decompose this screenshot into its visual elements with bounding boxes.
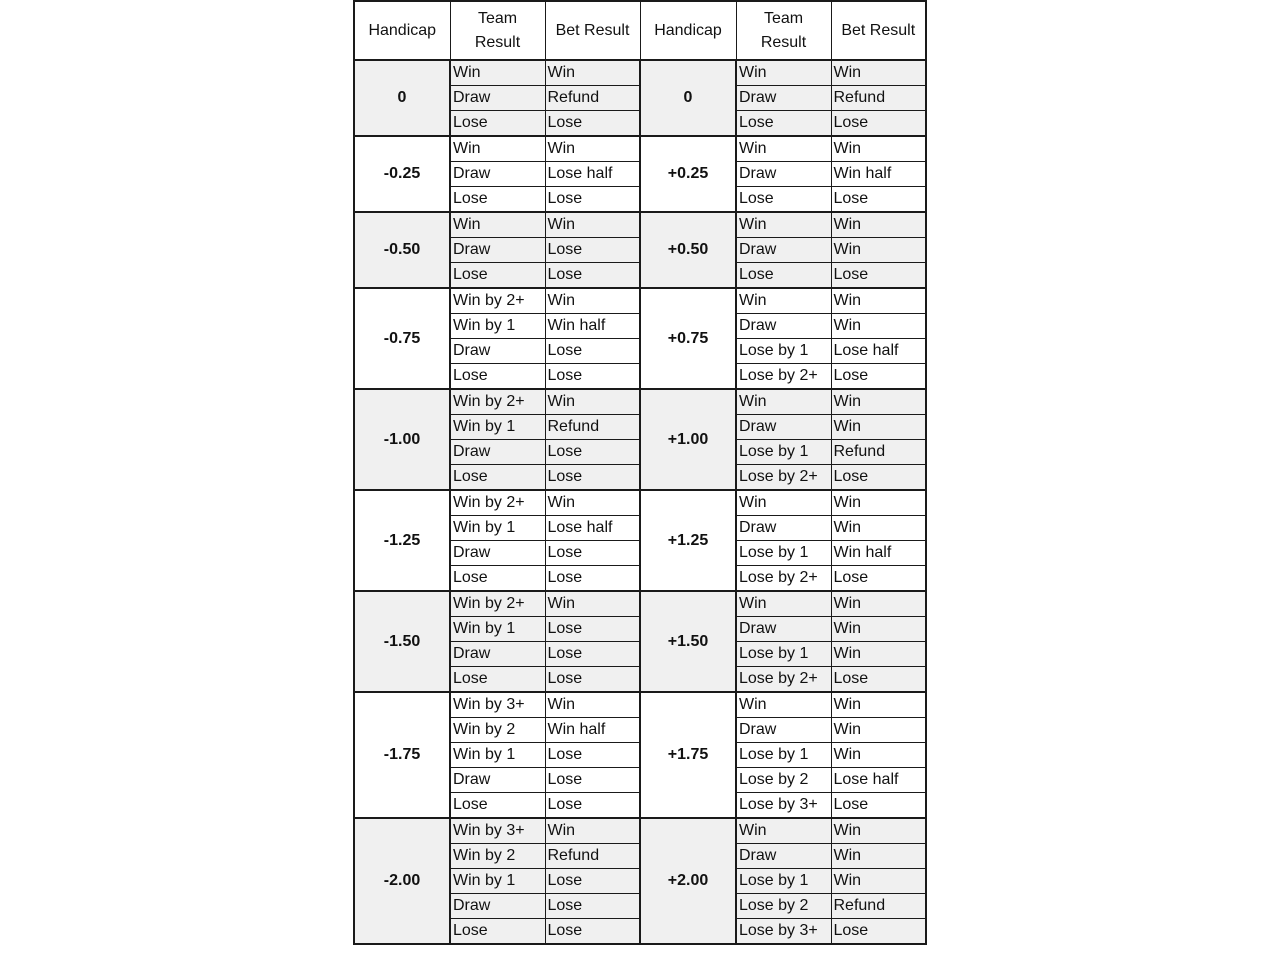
- team-result-cell: Draw: [450, 642, 545, 667]
- bet-result-cell: Lose: [545, 440, 640, 465]
- bet-result-cell: Win: [831, 60, 926, 86]
- team-result-cell: Win by 2: [450, 718, 545, 743]
- bet-result-cell: Lose: [831, 465, 926, 491]
- bet-result-cell: Win: [831, 718, 926, 743]
- bet-result-cell: Win: [831, 642, 926, 667]
- handicap-value-right: +2.00: [640, 818, 736, 944]
- table-header: [354, 1, 926, 60]
- team-result-cell: Lose: [450, 364, 545, 390]
- handicap-table-sheet: [353, 0, 927, 960]
- bet-result-cell: Lose: [545, 111, 640, 137]
- handicap-value-right: +1.75: [640, 692, 736, 818]
- bet-result-cell: Lose: [545, 339, 640, 364]
- bet-result-cell: Win: [545, 212, 640, 238]
- bet-result-cell: Win: [545, 490, 640, 516]
- team-result-cell: Win: [736, 692, 831, 718]
- handicap-value-right: +0.50: [640, 212, 736, 288]
- asian-handicap-table: [353, 0, 927, 945]
- bet-result-cell: Win half: [545, 718, 640, 743]
- team-result-cell: Lose: [450, 111, 545, 137]
- team-result-cell: Win by 2+: [450, 389, 545, 415]
- handicap-value-right: +0.75: [640, 288, 736, 389]
- bet-result-cell: Lose half: [545, 516, 640, 541]
- bet-result-cell: Lose: [545, 238, 640, 263]
- team-result-cell: Lose by 2+: [736, 667, 831, 693]
- team-result-cell: Lose by 1: [736, 541, 831, 566]
- bet-result-cell: Lose: [831, 364, 926, 390]
- bet-result-cell: Lose: [545, 541, 640, 566]
- bet-result-cell: Lose: [545, 919, 640, 945]
- table-row: [354, 692, 926, 718]
- bet-result-cell: Win: [831, 869, 926, 894]
- team-result-cell: Win: [736, 818, 831, 844]
- team-result-cell: Lose by 2+: [736, 566, 831, 592]
- bet-result-cell: Refund: [831, 894, 926, 919]
- team-result-cell: Draw: [450, 339, 545, 364]
- handicap-group: [354, 212, 926, 288]
- handicap-value-left: -1.50: [354, 591, 450, 692]
- bet-result-cell: Refund: [545, 415, 640, 440]
- team-result-cell: Win: [736, 212, 831, 238]
- bet-result-cell: Win: [831, 288, 926, 314]
- team-result-cell: Win: [450, 60, 545, 86]
- bet-result-cell: Lose: [545, 187, 640, 213]
- handicap-group: [354, 136, 926, 212]
- team-result-cell: Lose: [450, 566, 545, 592]
- header-team-result-right: Team Result: [736, 1, 831, 60]
- team-result-cell: Draw: [736, 314, 831, 339]
- bet-result-cell: Lose: [831, 919, 926, 945]
- team-result-cell: Win: [736, 490, 831, 516]
- bet-result-cell: Win: [545, 136, 640, 162]
- team-result-cell: Lose: [450, 667, 545, 693]
- bet-result-cell: Win: [545, 389, 640, 415]
- team-result-cell: Draw: [736, 162, 831, 187]
- header-handicap-right: Handicap: [640, 1, 736, 60]
- bet-result-cell: Refund: [545, 86, 640, 111]
- bet-result-cell: Lose: [545, 743, 640, 768]
- table-row: [354, 212, 926, 238]
- bet-result-cell: Win half: [831, 541, 926, 566]
- team-result-cell: Draw: [736, 86, 831, 111]
- table-row: [354, 818, 926, 844]
- team-result-cell: Draw: [450, 894, 545, 919]
- bet-result-cell: Win: [831, 238, 926, 263]
- team-result-cell: Win: [736, 288, 831, 314]
- bet-result-cell: Win half: [545, 314, 640, 339]
- header-bet-result-left: Bet Result: [545, 1, 640, 60]
- handicap-value-left: 0: [354, 60, 450, 136]
- bet-result-cell: Win: [831, 212, 926, 238]
- table-row: [354, 490, 926, 516]
- team-result-cell: Win by 1: [450, 743, 545, 768]
- team-result-cell: Win by 1: [450, 516, 545, 541]
- bet-result-cell: Win: [545, 818, 640, 844]
- team-result-cell: Win: [450, 136, 545, 162]
- bet-result-cell: Lose: [545, 894, 640, 919]
- team-result-cell: Draw: [736, 516, 831, 541]
- team-result-cell: Win by 2+: [450, 591, 545, 617]
- bet-result-cell: Lose: [831, 793, 926, 819]
- handicap-group: [354, 591, 926, 692]
- team-result-cell: Draw: [450, 238, 545, 263]
- team-result-cell: Lose by 1: [736, 339, 831, 364]
- table-row: [354, 591, 926, 617]
- team-result-cell: Draw: [736, 415, 831, 440]
- team-result-cell: Win: [736, 591, 831, 617]
- bet-result-cell: Win: [831, 692, 926, 718]
- bet-result-cell: Win: [831, 844, 926, 869]
- bet-result-cell: Lose: [545, 793, 640, 819]
- handicap-value-left: -2.00: [354, 818, 450, 944]
- bet-result-cell: Lose: [831, 263, 926, 289]
- team-result-cell: Draw: [450, 440, 545, 465]
- bet-result-cell: Win: [545, 60, 640, 86]
- bet-result-cell: Win: [545, 591, 640, 617]
- team-result-cell: Draw: [736, 844, 831, 869]
- bet-result-cell: Win: [831, 314, 926, 339]
- team-result-cell: Lose by 1: [736, 440, 831, 465]
- bet-result-cell: Win: [545, 692, 640, 718]
- bet-result-cell: Refund: [831, 86, 926, 111]
- team-result-cell: Lose: [450, 793, 545, 819]
- team-result-cell: Lose: [736, 111, 831, 137]
- team-result-cell: Lose by 2+: [736, 465, 831, 491]
- bet-result-cell: Win: [831, 415, 926, 440]
- team-result-cell: Win by 3+: [450, 818, 545, 844]
- handicap-value-right: +1.50: [640, 591, 736, 692]
- team-result-cell: Draw: [736, 718, 831, 743]
- bet-result-cell: Win: [831, 743, 926, 768]
- team-result-cell: Draw: [450, 162, 545, 187]
- team-result-cell: Draw: [736, 617, 831, 642]
- bet-result-cell: Lose: [545, 263, 640, 289]
- handicap-group: [354, 490, 926, 591]
- team-result-cell: Win by 2+: [450, 288, 545, 314]
- handicap-value-right: +1.00: [640, 389, 736, 490]
- bet-result-cell: Lose: [831, 667, 926, 693]
- bet-result-cell: Win: [831, 389, 926, 415]
- handicap-value-right: +0.25: [640, 136, 736, 212]
- header-team-result-left: Team Result: [450, 1, 545, 60]
- team-result-cell: Win by 1: [450, 415, 545, 440]
- bet-result-cell: Win: [831, 516, 926, 541]
- handicap-group: [354, 288, 926, 389]
- bet-result-cell: Refund: [545, 844, 640, 869]
- header-bet-result-right: Bet Result: [831, 1, 926, 60]
- bet-result-cell: Lose: [545, 465, 640, 491]
- bet-result-cell: Lose: [545, 642, 640, 667]
- bet-result-cell: Lose: [545, 364, 640, 390]
- bet-result-cell: Lose: [545, 869, 640, 894]
- handicap-value-left: -1.25: [354, 490, 450, 591]
- handicap-group: [354, 389, 926, 490]
- bet-result-cell: Win: [831, 136, 926, 162]
- team-result-cell: Win by 1: [450, 314, 545, 339]
- team-result-cell: Lose by 2+: [736, 364, 831, 390]
- team-result-cell: Lose: [450, 263, 545, 289]
- team-result-cell: Lose: [450, 187, 545, 213]
- table-row: [354, 60, 926, 86]
- bet-result-cell: Lose: [545, 667, 640, 693]
- team-result-cell: Lose: [736, 187, 831, 213]
- bet-result-cell: Lose half: [831, 768, 926, 793]
- team-result-cell: Lose: [450, 465, 545, 491]
- team-result-cell: Lose: [736, 263, 831, 289]
- team-result-cell: Win by 2+: [450, 490, 545, 516]
- header-handicap-left: Handicap: [354, 1, 450, 60]
- handicap-value-right: +1.25: [640, 490, 736, 591]
- team-result-cell: Lose by 3+: [736, 793, 831, 819]
- bet-result-cell: Lose: [545, 768, 640, 793]
- table-row: [354, 389, 926, 415]
- team-result-cell: Win: [450, 212, 545, 238]
- bet-result-cell: Lose: [831, 187, 926, 213]
- team-result-cell: Lose: [450, 919, 545, 945]
- team-result-cell: Win: [736, 136, 831, 162]
- table-row: [354, 136, 926, 162]
- team-result-cell: Lose by 1: [736, 743, 831, 768]
- handicap-value-left: -1.75: [354, 692, 450, 818]
- team-result-cell: Win: [736, 60, 831, 86]
- team-result-cell: Draw: [450, 541, 545, 566]
- bet-result-cell: Win: [545, 288, 640, 314]
- table-row: [354, 288, 926, 314]
- team-result-cell: Lose by 2: [736, 894, 831, 919]
- team-result-cell: Win by 1: [450, 869, 545, 894]
- handicap-value-left: -0.75: [354, 288, 450, 389]
- team-result-cell: Draw: [450, 768, 545, 793]
- bet-result-cell: Lose: [545, 617, 640, 642]
- bet-result-cell: Refund: [831, 440, 926, 465]
- bet-result-cell: Win half: [831, 162, 926, 187]
- handicap-value-left: -1.00: [354, 389, 450, 490]
- team-result-cell: Lose by 3+: [736, 919, 831, 945]
- bet-result-cell: Lose half: [545, 162, 640, 187]
- team-result-cell: Draw: [450, 86, 545, 111]
- handicap-group: [354, 60, 926, 136]
- bet-result-cell: Win: [831, 617, 926, 642]
- bet-result-cell: Win: [831, 490, 926, 516]
- handicap-value-right: 0: [640, 60, 736, 136]
- handicap-value-left: -0.25: [354, 136, 450, 212]
- bet-result-cell: Lose half: [831, 339, 926, 364]
- team-result-cell: Win: [736, 389, 831, 415]
- bet-result-cell: Win: [831, 591, 926, 617]
- team-result-cell: Lose by 2: [736, 768, 831, 793]
- team-result-cell: Win by 3+: [450, 692, 545, 718]
- handicap-group: [354, 692, 926, 818]
- team-result-cell: Lose by 1: [736, 869, 831, 894]
- team-result-cell: Lose by 1: [736, 642, 831, 667]
- bet-result-cell: Win: [831, 818, 926, 844]
- handicap-value-left: -0.50: [354, 212, 450, 288]
- bet-result-cell: Lose: [545, 566, 640, 592]
- bet-result-cell: Lose: [831, 111, 926, 137]
- bet-result-cell: Lose: [831, 566, 926, 592]
- team-result-cell: Win by 2: [450, 844, 545, 869]
- team-result-cell: Draw: [736, 238, 831, 263]
- team-result-cell: Win by 1: [450, 617, 545, 642]
- handicap-group: [354, 818, 926, 944]
